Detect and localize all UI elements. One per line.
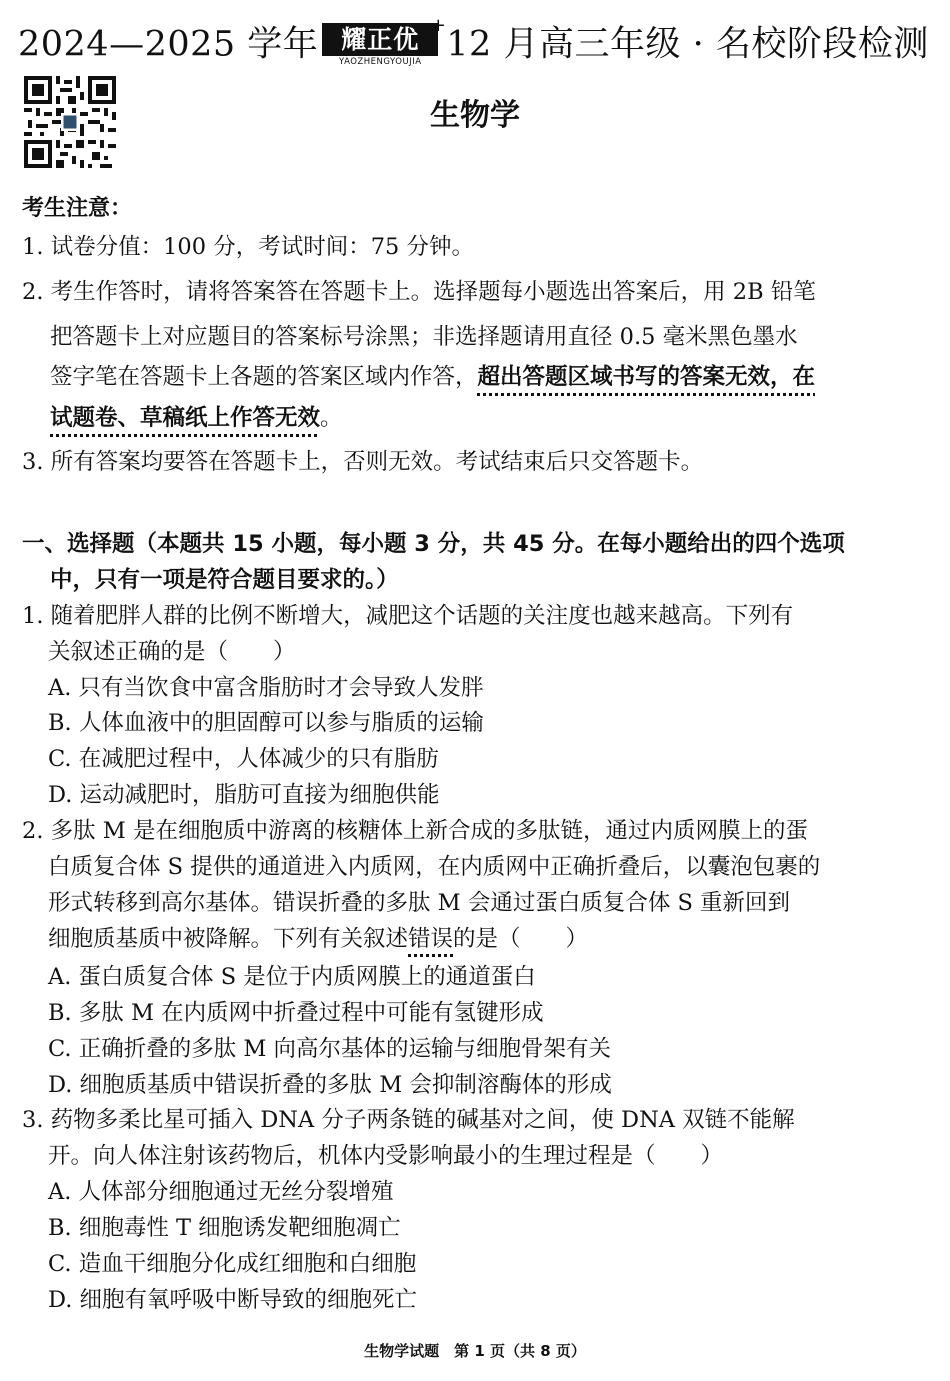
notice-item-2-line-3 [50,359,815,395]
section-heading-line-2: 中，只有一项是符合题目要求的。） [50,567,399,593]
question-2-stem-line-1: 2. 多肽 M 是在细胞质中游离的核糖体上新合成的多肽链，通过内质网膜上的蛋 [22,818,808,844]
question-1-option-d: D. 运动减肥时，脂肪可直接为细胞供能 [48,782,440,808]
subject-title: 生物学 [430,98,520,133]
notice-item-1: 1. 试卷分值：100 分，考试时间：75 分钟。 [22,234,475,260]
question-2-option-d: D. 细胞质基质中错误折叠的多肽 M 会抑制溶酶体的形成 [48,1072,612,1098]
notice-item-2-line-2: 把答题卡上对应题目的答案标号涂黑；非选择题请用直径 0.5 毫米黑色墨水 [50,324,798,350]
question-1-stem-line-2: 关叙述正确的是（ ） [48,639,296,665]
question-3-stem-line-1: 3. 药物多柔比星可插入 DNA 分子两条链的碱基对之间，使 DNA 双链不能解 [22,1107,795,1133]
emphasized-warning: 超出答题区域书写的答案无效，在 [477,364,816,390]
question-3-option-c: C. 造血干细胞分化成红细胞和白细胞 [48,1251,417,1277]
notice-item-2-line-4 [50,400,343,436]
notice-item-2-line-1: 2. 考生作答时，请将答案答在答题卡上。选择题每小题选出答案后，用 2B 铅笔 [22,279,816,305]
notice-item-2-line-4-end: 。 [320,405,343,431]
question-2-stem-line-2: 白质复合体 S 提供的通道进入内质网，在内质网中正确折叠后，以囊泡包裹的 [48,854,821,880]
question-2-stem-line-4-text: 细胞质基质中被降解。下列有关叙述 [48,926,409,952]
notice-item-2-line-3-text: 签字笔在答题卡上各题的答案区域内作答， [50,364,478,390]
exam-header [18,14,932,68]
question-2-option-b: B. 多肽 M 在内质网中折叠过程中可能有氢键形成 [48,1000,544,1026]
question-2-stem-line-3: 形式转移到高尔基体。错误折叠的多肽 M 会通过蛋白质复合体 S 重新回到 [48,890,791,916]
emphasized-keyword: 错误 [408,926,454,952]
question-3-stem-line-2: 开。向人体注射该药物后，机体内受影响最小的生理过程是（ ） [48,1143,724,1169]
question-3-option-a: A. 人体部分细胞通过无丝分裂增殖 [48,1179,394,1205]
question-3-option-d: D. 细胞有氧呼吸中断导致的细胞死亡 [48,1287,418,1313]
brand-logo-subtext: YAOZHENGYOUJIA [339,56,422,67]
question-1-option-a: A. 只有当饮食中富含脂肪时才会导致人发胖 [48,675,484,701]
notice-item-3: 3. 所有答案均要答在答题卡上，否则无效。考试结束后只交答题卡。 [22,449,704,475]
question-1-option-c: C. 在减肥过程中，人体减少的只有脂肪 [48,746,439,772]
emphasized-warning-continued: 试题卷、草稿纸上作答无效 [50,405,321,431]
question-1-option-b: B. 人体血液中的胆固醇可以参与脂质的运输 [48,710,484,736]
page-footer: 生物学试题 第 1 页（共 8 页） [364,1342,586,1360]
plus-icon: + [430,14,447,36]
question-2-stem-line-4 [48,921,588,957]
section-heading-line-1: 一、选择题（本题共 15 小题，每小题 3 分，共 45 分。在每小题给出的四个选项 [22,531,845,557]
question-2-option-a: A. 蛋白质复合体 S 是位于内质网膜上的通道蛋白 [48,964,536,990]
brand-logo [322,14,447,67]
exam-name: 12 月高三年级 · 名校阶段检测 [446,24,929,65]
question-2-option-c: C. 正确折叠的多肽 M 向高尔基体的运输与细胞骨架有关 [48,1036,612,1062]
school-year: 2024—2025 学年 [18,24,319,65]
notice-title: 考生注意： [22,196,133,221]
question-3-option-b: B. 细胞毒性 T 细胞诱发靶细胞凋亡 [48,1215,401,1241]
question-2-stem-line-4-end: 的是（ ） [453,926,589,952]
brand-logo-mark: 耀正优 [322,23,438,56]
question-1-stem-line-1: 1. 随着肥胖人群的比例不断增大，减肥这个话题的关注度也越来越高。下列有 [22,603,794,629]
